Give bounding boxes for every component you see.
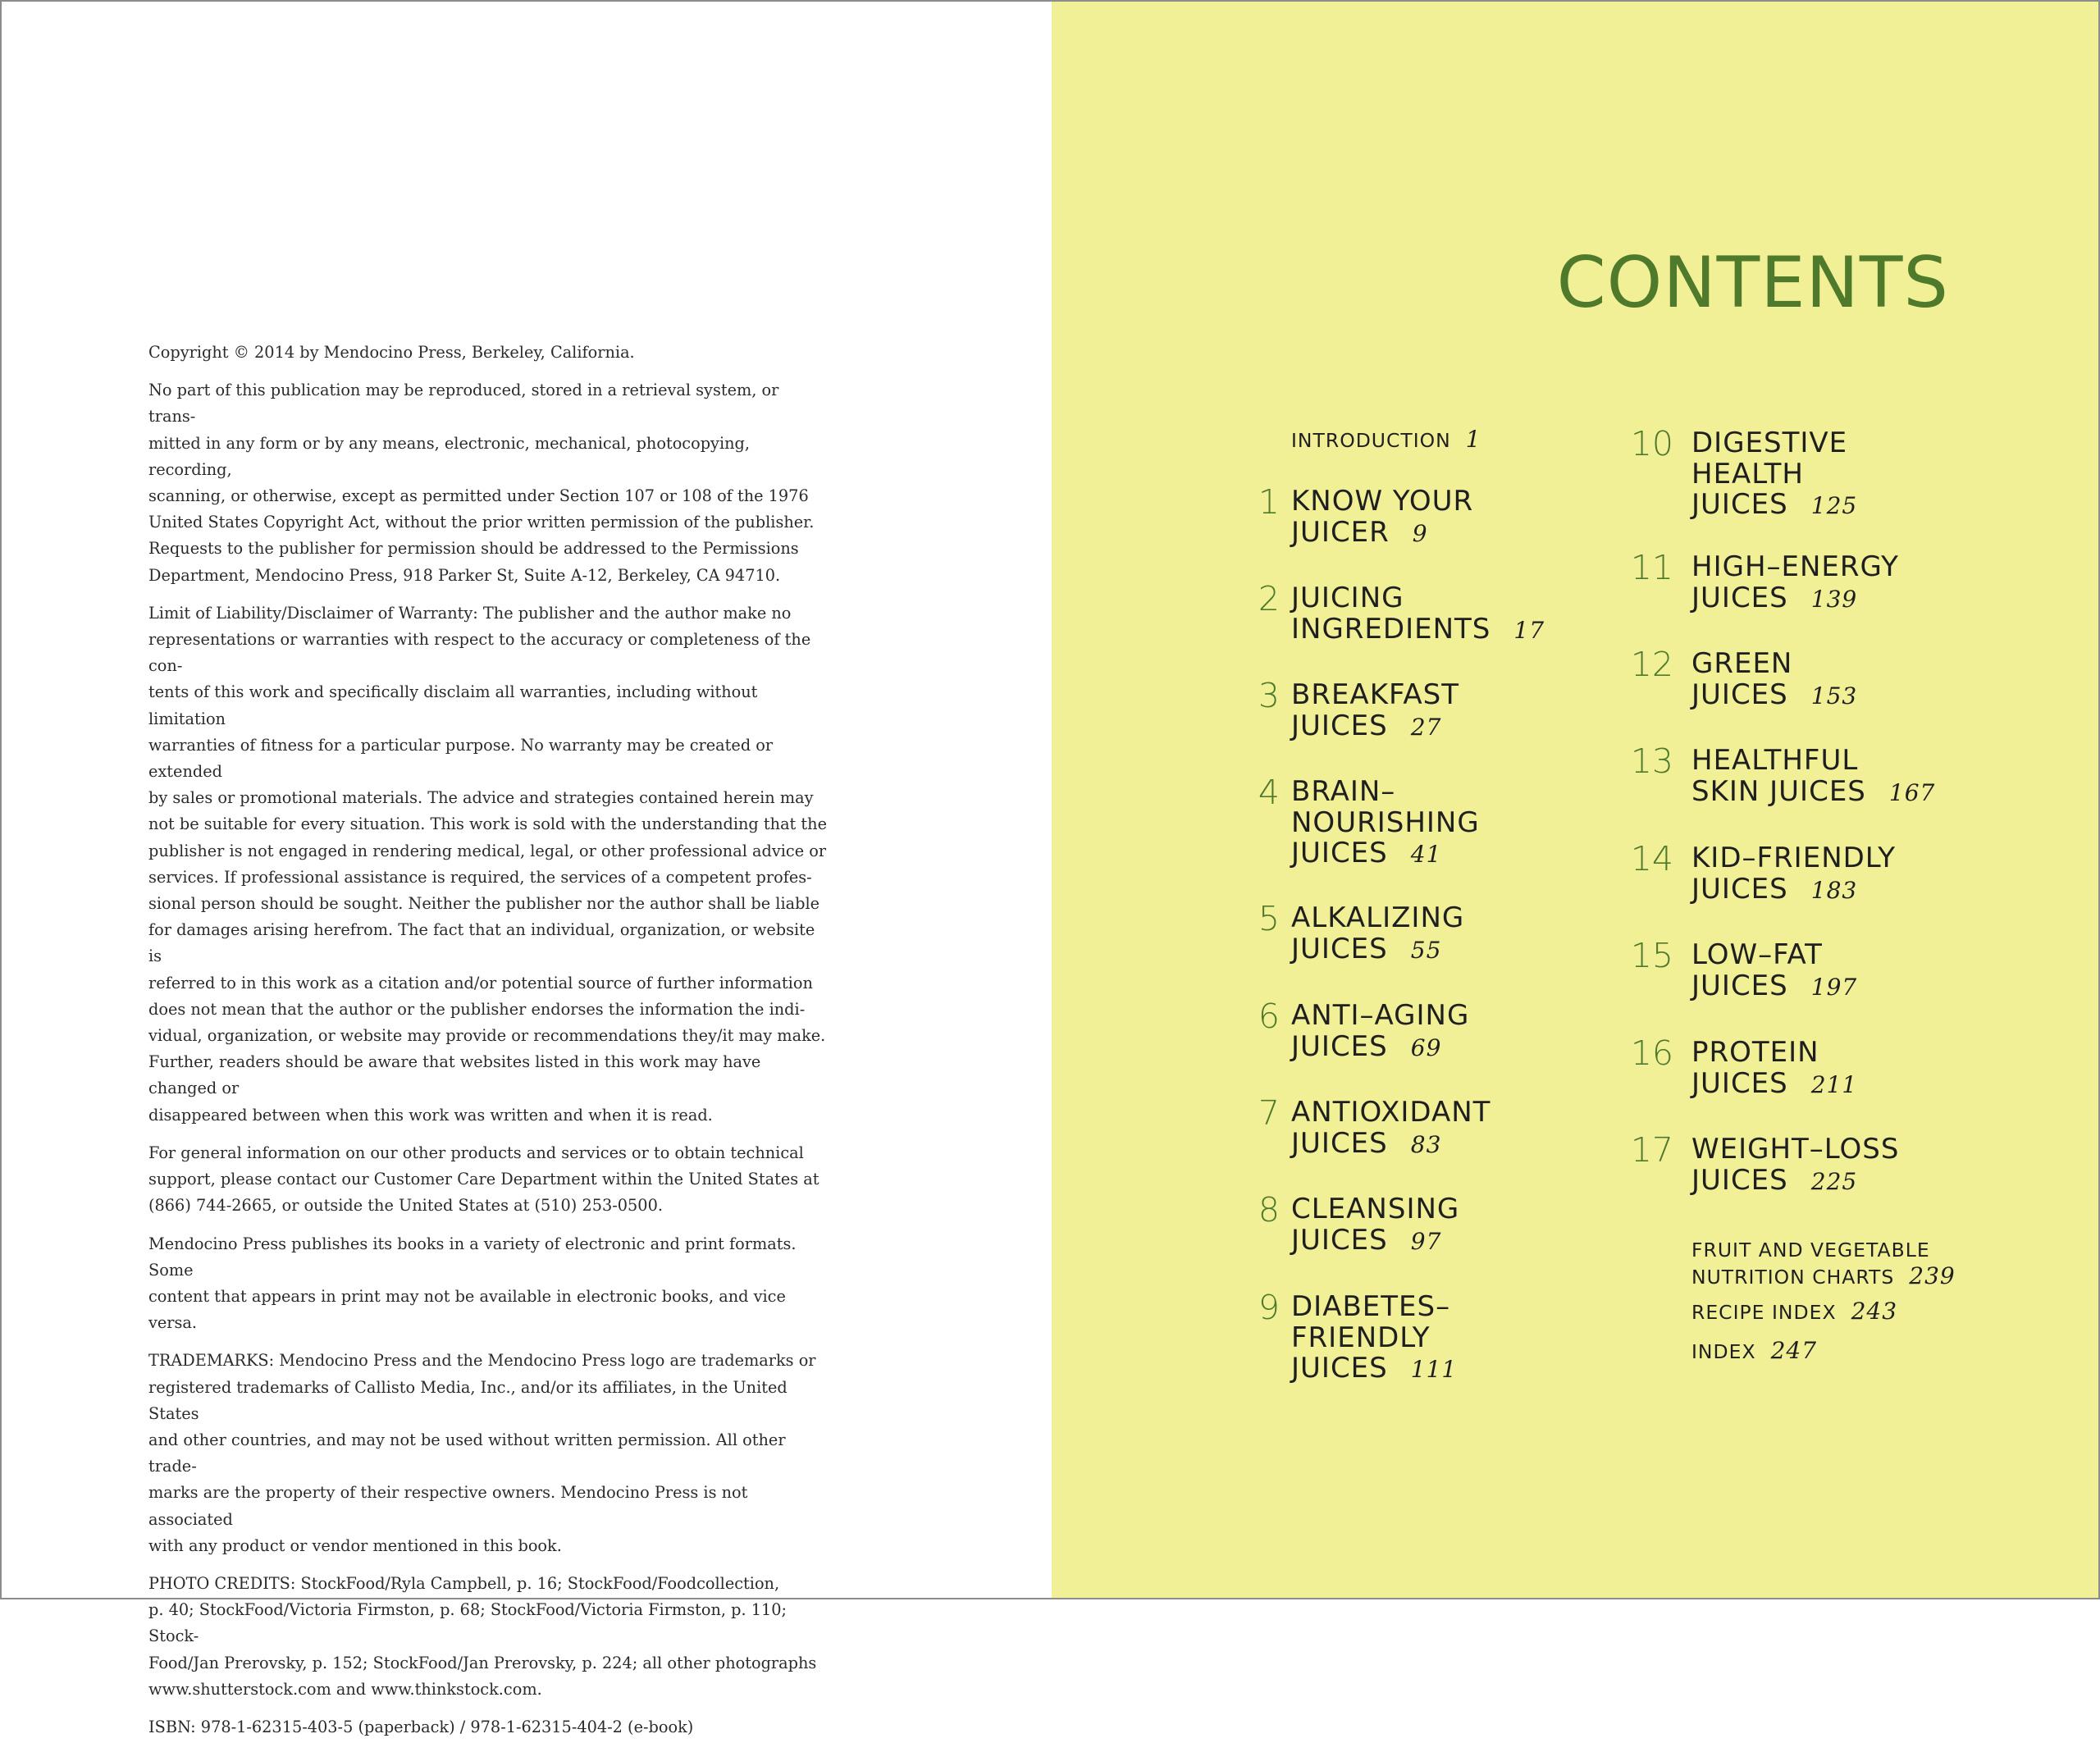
chapter-title-line: JUICES 225 [1691, 1163, 1858, 1197]
toc-entry [1291, 427, 1481, 454]
chapter-title-line: JUICES 69 [1291, 1029, 1442, 1063]
chapter-title-line: JUICES 83 [1291, 1126, 1442, 1160]
chapter-number: 13 [1630, 741, 1673, 781]
page-number: 139 [1810, 585, 1858, 613]
toc-entry [1258, 1190, 1460, 1257]
toc-entry [1630, 548, 1899, 614]
customer-care-paragraph: For general information on our other products and services or to obtain technical support, please contact our Customer Care Department within the United States at (866) 744-2665, or outside the United States at (510) 253-0500. [148, 1143, 819, 1216]
page-number: 9 [1412, 519, 1428, 547]
isbn-line: ISBN: 978-1-62315-403-5 (paperback) / 978-1-62315-404-2 (e-book) [148, 1717, 694, 1736]
formats-paragraph: Mendocino Press publishes its books in a variety of electronic and print formats. Some content that appears in print may not be available in electronic books, and vice versa. [148, 1234, 797, 1333]
toc-entry [1630, 741, 1936, 808]
page-number: 197 [1810, 973, 1858, 1001]
chapter-number: 11 [1630, 548, 1673, 587]
chapter-number: 9 [1258, 1288, 1280, 1327]
toc-entry [1258, 1288, 1458, 1385]
page-number: 55 [1410, 936, 1442, 964]
chapter-number: 5 [1258, 899, 1280, 938]
page-number: 17 [1513, 616, 1545, 644]
chapter-title-line: JUICES 27 [1291, 709, 1442, 742]
chapter-title-line: RECIPE INDEX 243 [1691, 1298, 1898, 1325]
page-number: 69 [1410, 1033, 1442, 1061]
chapter-title-line: NUTRITION CHARTS 239 [1691, 1262, 1956, 1289]
toc-entry [1630, 645, 1858, 711]
page-number: 183 [1810, 876, 1858, 904]
page-number: 247 [1770, 1337, 1818, 1364]
page-number: 225 [1810, 1167, 1858, 1195]
chapter-number: 12 [1630, 645, 1673, 684]
page-number: 211 [1810, 1070, 1858, 1098]
page-number: 243 [1851, 1298, 1898, 1325]
chapter-title-line: CLEANSING [1291, 1193, 1460, 1225]
chapter-number: 1 [1258, 482, 1280, 522]
chapter-title-line: JUICING [1291, 582, 1404, 614]
chapter-title-line: JUICES 125 [1691, 488, 1858, 521]
photo-credits-paragraph: PHOTO CREDITS: StockFood/Ryla Campbell, p. 16; StockFood/Foodcollection, p. 40; StockFood/Victoria Firmston, p. 68; StockFood/Victoria Firmston, p. 110; Stock- Food/Jan Prerovsky, p. 152; StockFood/Jan Prerovsky, p. 224; all other photographs www.shutterstock.com and www.thinkstock.com. [148, 1573, 817, 1699]
chapter-title-line: LOW–FAT [1691, 938, 1823, 971]
permissions-paragraph: No part of this publication may be reproduced, stored in a retrieval system, or trans- mitted in any form or by any means, electronic, mechanical, photocopying, recording, scanning, or otherwise, except as permitted under Section 107 or 108 of the 1976 United States Copyright Act, without the prior written permission of the publisher. Requests to the publisher for permission should be addressed to the Permissions Department, Mendocino Press, 918 Parker St, Suite A-12, Berkeley, CA 94710. [148, 381, 815, 585]
chapter-number: 2 [1258, 579, 1280, 618]
chapter-title-line: INTRODUCTION 1 [1291, 426, 1481, 453]
chapter-number: 15 [1630, 936, 1673, 975]
toc-entry [1258, 997, 1470, 1063]
page-number: 111 [1410, 1356, 1458, 1383]
chapter-number: 6 [1258, 997, 1280, 1036]
chapter-title-line: GREEN [1691, 647, 1793, 680]
copyright-line: Copyright © 2014 by Mendocino Press, Berkeley, California. [148, 343, 635, 362]
toc-entry [1258, 676, 1460, 742]
chapter-title-line: ANTIOXIDANT [1291, 1096, 1491, 1129]
chapter-title-line: JUICES 153 [1691, 678, 1858, 711]
chapter-title-line: JUICES 55 [1291, 932, 1442, 965]
chapter-title-line: JUICES 197 [1691, 969, 1858, 1002]
chapter-title-line: SKIN JUICES 167 [1691, 774, 1936, 808]
chapter-title-line: DIABETES– [1291, 1290, 1451, 1323]
chapter-title-line: JUICES 211 [1691, 1066, 1858, 1100]
chapter-number: 10 [1630, 424, 1673, 463]
chapter-title-line: JUICES 139 [1691, 581, 1858, 614]
chapter-title-line: ALKALIZING [1291, 901, 1465, 934]
chapter-number: 16 [1630, 1033, 1673, 1073]
chapter-title-line: NOURISHING [1291, 805, 1480, 839]
chapter-number: 17 [1630, 1130, 1673, 1170]
page-number: 125 [1810, 492, 1858, 519]
chapter-title-line: DIGESTIVE [1691, 427, 1848, 459]
chapter-number: 7 [1258, 1093, 1280, 1133]
page-number: 167 [1888, 778, 1936, 806]
chapter-title-line: KID–FRIENDLY [1691, 842, 1897, 874]
chapter-title-line: KNOW YOUR [1291, 485, 1474, 518]
toc-entry [1630, 839, 1897, 906]
toc-entry [1258, 899, 1465, 965]
page-number: 97 [1410, 1227, 1442, 1255]
toc-entry [1630, 424, 1858, 522]
chapter-title-line: ANTI–AGING [1291, 999, 1470, 1032]
chapter-title-line: JUICER 9 [1291, 515, 1428, 549]
page-number: 41 [1410, 841, 1442, 868]
toc-entry [1630, 1033, 1858, 1100]
page-number: 1 [1465, 426, 1481, 453]
chapter-number: 4 [1258, 773, 1280, 812]
chapter-title-line: INDEX 247 [1691, 1337, 1818, 1364]
chapter-title-line: WEIGHT–LOSS [1691, 1133, 1900, 1166]
chapter-number: 14 [1630, 839, 1673, 878]
trademarks-paragraph: TRADEMARKS: Mendocino Press and the Mendocino Press logo are trademarks or registered trademarks of Callisto Media, Inc., and/or its affiliates, in the United States and other countries, and may not be used without written permission. All other trade- marks are the property of their respective owners. Mendocino Press is not associated with any product or vendor mentioned in this book. [148, 1351, 816, 1555]
toc-entry [1691, 1338, 1817, 1365]
toc-entry [1258, 773, 1480, 870]
toc-entry [1258, 482, 1474, 549]
chapter-title-line: HIGH–ENERGY [1691, 550, 1899, 583]
chapter-title-line: JUICES 111 [1291, 1352, 1458, 1385]
liability-disclaimer-paragraph: Limit of Liability/Disclaimer of Warranty: The publisher and the author make no representations or warranties with respect to the accuracy or completeness of the con- tents of this work and specifically disclaim all warranties, including without limitation warranties of fitness for a particular purpose. No warranty may be created or extended by sales or promotional materials. The advice and strategies contained herein may not be suitable for every situation. This work is sold with the understanding that the publisher is not engaged in rendering medical, legal, or other professional advice or services. If professional assistance is required, the services of a competent profes- sional person should be sought. Neither the publisher nor the author shall be liable for damages arising herefrom. The fact that an individual, organization, or website is referred to in this work as a citation and/or potential source of further information does not mean that the author or the publisher endorses the information the indi- vidual, organization, or website may provide or recommendations they/it may make. Further, readers should be aware that websites listed in this work may have changed or disappeared between when this work was written and when it is read. [148, 603, 828, 1125]
toc-entry [1691, 1298, 1897, 1325]
chapter-number: 8 [1258, 1190, 1280, 1230]
page-number: 239 [1909, 1262, 1956, 1289]
chapter-title-line: BREAKFAST [1291, 678, 1460, 711]
chapter-title-line: INGREDIENTS 17 [1291, 612, 1545, 646]
toc-entry [1630, 1130, 1900, 1197]
page-number: 153 [1810, 682, 1858, 709]
chapter-title-line: PROTEIN [1691, 1036, 1819, 1069]
chapter-title-line: HEALTH [1691, 457, 1804, 490]
chapter-number: 3 [1258, 676, 1280, 715]
chapter-title-line: FRUIT AND VEGETABLE [1691, 1239, 1930, 1262]
toc-entry [1630, 936, 1858, 1002]
page-number: 83 [1410, 1130, 1442, 1158]
chapter-title-line: FRIENDLY [1291, 1321, 1431, 1354]
toc-entry [1258, 1093, 1491, 1160]
page-number: 27 [1410, 713, 1442, 741]
toc-entry [1691, 1238, 1956, 1290]
copyright-block [148, 340, 829, 1752]
chapter-title-line: JUICES 41 [1291, 837, 1442, 869]
chapter-title-line: JUICES 183 [1691, 872, 1858, 906]
contents-title: CONTENTS [1556, 242, 1949, 324]
toc-entry [1258, 579, 1545, 646]
chapter-title-line: BRAIN– [1291, 775, 1396, 808]
chapter-title-line: JUICES 97 [1291, 1223, 1442, 1257]
chapter-title-line: HEALTHFUL [1691, 744, 1859, 777]
